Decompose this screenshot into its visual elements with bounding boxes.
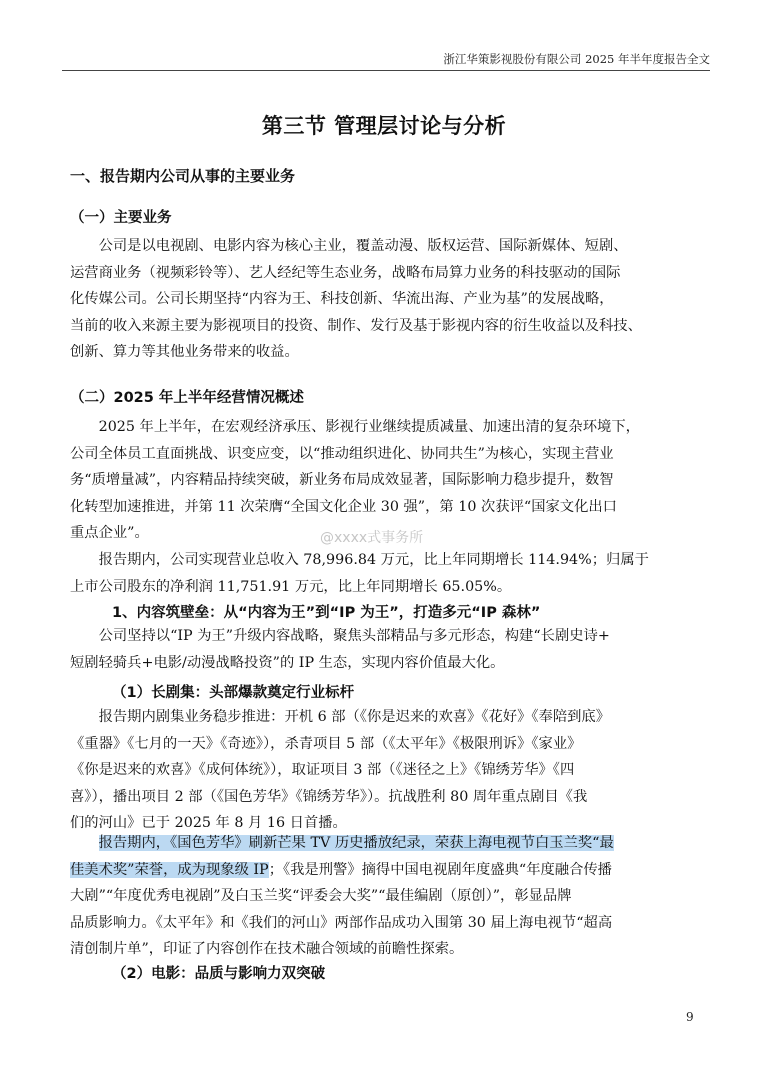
text-line: 报告期内剧集业务稳步推进：开机 6 部（《你是迟来的欢喜》《花好》《奉陪到底》	[98, 709, 611, 725]
overview-paragraph-2	[70, 547, 698, 600]
watermark: @xxxx式事务所	[320, 530, 424, 546]
text-line: 《重器》《七月的一天》《奇迹》），杀青项目 5 部（《太平年》《极限刑诉》《家业》	[70, 735, 582, 752]
text-line: 大剧”“年度优秀电视剧”及白玉兰奖“评委会大奖”“最佳编剧（原创）”，彰显品牌	[70, 888, 572, 904]
page-number: 9	[686, 1010, 694, 1024]
page-header	[62, 48, 710, 71]
page-title: 第三节 管理层讨论与分析	[261, 114, 507, 138]
item-heading-long-drama: （1）长剧集：头部爆款奠定行业标杆	[112, 685, 355, 701]
text-line: 报告期内，公司实现营业总收入 78,996.84 万元，比上年同期增长 114.94%；归属于	[98, 552, 649, 568]
text-line: 运营商业务（视频彩铃等）、艺人经纪等生态业务，战略布局算力业务的科技驱动的国际	[70, 264, 621, 281]
text-line: 2025 年上半年，在宏观经济承压、影视行业继续提质减量、加速出清的复杂环境下，	[98, 419, 640, 435]
text-line	[70, 830, 698, 857]
text-line: 创新、算力等其他业务带来的收益。	[70, 344, 299, 360]
long-drama-paragraph-2	[70, 830, 698, 963]
content-barrier-paragraph	[70, 623, 698, 676]
text-line: 当前的收入来源主要为影视项目的投资、制作、发行及基于影视内容的衍生收益以及科技、	[70, 317, 642, 334]
subsection-heading-overview: （二）2025 年上半年经营情况概述	[70, 390, 304, 406]
subsection-heading-main-business: （一）主要业务	[70, 210, 172, 226]
text-line: 喜》），播出项目 2 部（《国色芳华》《锦绣芳华》）。抗战胜利 80 周年重点剧目《我	[70, 788, 588, 805]
section-heading-main-business: 一、报告期内公司从事的主要业务	[70, 167, 296, 185]
text-line: 公司全体员工直面挑战、识变应变，以“推动组织进化、协同共生”为核心，实现主营业	[70, 445, 614, 462]
text-line: 化转型加速推进，并第 11 次荣膺“全国文化企业 30 强”，第 10 次获评“国家文化出口	[70, 498, 617, 515]
text-line: 公司坚持以“IP 为王”升级内容战略，聚焦头部精品与多元形态，构建“长剧史诗+	[98, 628, 610, 644]
long-drama-paragraph-1	[70, 704, 698, 837]
text-line: 公司是以电视剧、电影内容为核心主业，覆盖动漫、版权运营、国际新媒体、短剧、	[98, 238, 628, 254]
main-business-paragraph	[70, 233, 698, 366]
item-heading-film: （2）电影：品质与影响力双突破	[112, 966, 326, 982]
header-text: 浙江华策影视股份有限公司 2025 年半年度报告全文	[443, 52, 710, 66]
text-line: 《你是迟来的欢喜》《成何体统》），取证项目 3 部（《迷径之上》《锦绣芳华》《四	[70, 762, 575, 778]
text-line	[70, 857, 698, 884]
text-line: 短剧轻骑兵+电影/动漫战略投资”的 IP 生态，实现内容价值最大化。	[70, 654, 505, 671]
text-line: 们的河山》已于 2025 年 8 月 16 日首播。	[70, 815, 347, 831]
text-line: 化传媒公司。公司长期坚持“内容为王、科技创新、华流出海、产业为基”的发展战略，	[70, 291, 614, 307]
text-line: 重点企业”。	[70, 525, 149, 541]
point-heading-content-barrier: 1、内容筑壁垒：从“内容为王”到“IP 为王”，打造多元“IP 森林”	[112, 605, 541, 621]
text-segment: ；《我是刑警》摘得中国电视剧年度盛典“年度融合传播	[268, 861, 612, 878]
highlighted-text: 报告期内，《国色芳华》刷新芒果 TV 历史播放纪录，荣获上海电视节白玉兰奖“最	[98, 835, 614, 851]
text-line: 品质影响力。《太平年》和《我们的河山》两部作品成功入围第 30 届上海电视节“超高	[70, 914, 613, 931]
highlighted-text: 佳美术奖”荣誉，成为现象级 IP	[70, 861, 269, 878]
text-line: 上市公司股东的净利润 11,751.91 万元，比上年同期增长 65.05%。	[70, 578, 512, 595]
text-line: 清创制片单”，印证了内容创作在技术融合领域的前瞻性探索。	[70, 941, 464, 957]
text-line: 务“质增量减”，内容精品持续突破，新业务布局成效显著，国际影响力稳步提升，数智	[70, 472, 614, 488]
